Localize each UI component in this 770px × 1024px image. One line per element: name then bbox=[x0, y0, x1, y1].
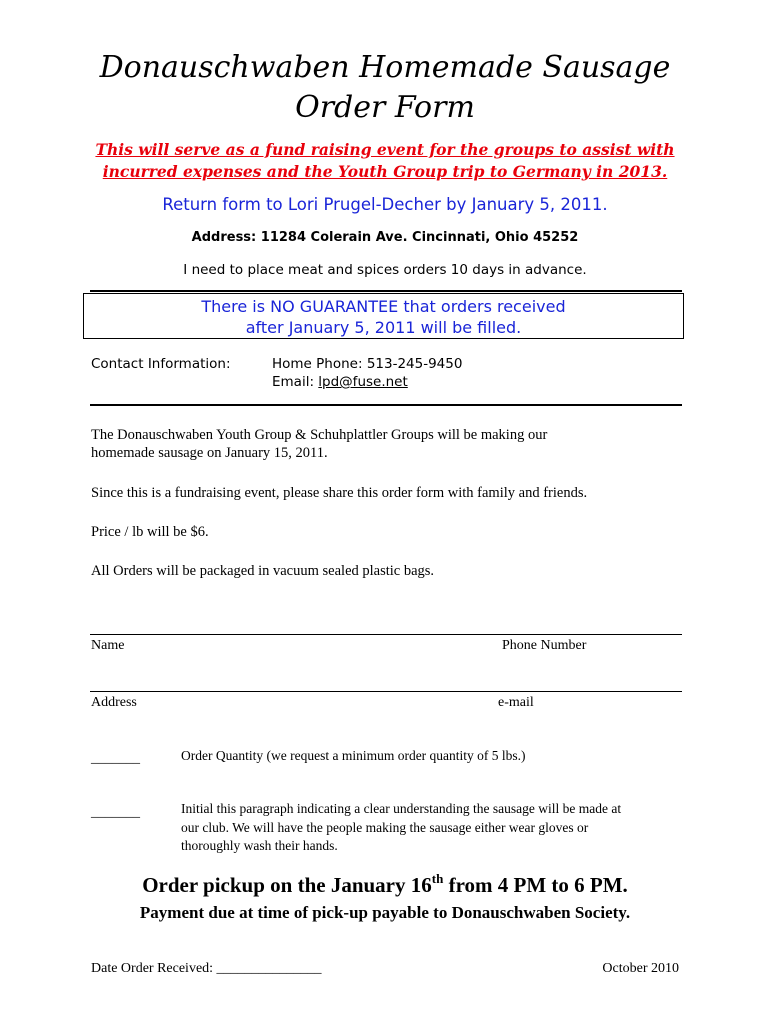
contact-phone: Home Phone: 513-245-9450 bbox=[272, 356, 463, 372]
guarantee-notice-box bbox=[83, 293, 684, 339]
share-paragraph: Since this is a fundraising event, please share this order form with family and friends. bbox=[91, 485, 588, 501]
return-form-instruction: Return form to Lori Prugel-Decher by January 5, 2011. bbox=[162, 195, 608, 214]
pickup-ordinal-suffix: th bbox=[431, 871, 444, 886]
fundraising-note-line2: incurred expenses and the Youth Group trip to Germany in 2013. bbox=[102, 162, 668, 181]
name-phone-line[interactable] bbox=[90, 634, 682, 635]
packaging-paragraph: All Orders will be packaged in vacuum sealed plastic bags. bbox=[91, 563, 435, 579]
contact-details bbox=[272, 355, 462, 391]
phone-number-field-label: Phone Number bbox=[502, 638, 587, 653]
advance-notice: I need to place meat and spices orders 10 days in advance. bbox=[183, 262, 587, 278]
initial-blank[interactable]: _______ bbox=[91, 805, 140, 820]
form-title bbox=[0, 48, 770, 128]
form-title-line1: Donauschwaben Homemade Sausage bbox=[99, 50, 671, 85]
price-paragraph: Price / lb will be $6. bbox=[91, 524, 209, 540]
address-email-line[interactable] bbox=[90, 691, 682, 692]
date-order-received: Date Order Received: _______________ bbox=[91, 961, 322, 976]
quantity-blank[interactable]: _______ bbox=[91, 751, 140, 766]
fundraising-note bbox=[80, 139, 690, 183]
payment-note: Payment due at time of pick-up payable to Donauschwaben Society. bbox=[139, 903, 631, 922]
pickup-text-after: from 4 PM to 6 PM. bbox=[443, 873, 628, 897]
address-field-label: Address bbox=[91, 695, 137, 710]
form-title-line2: Order Form bbox=[295, 90, 475, 125]
email-field-label: e-mail bbox=[498, 695, 534, 710]
contact-label: Contact Information: bbox=[91, 356, 231, 372]
intro-line1: The Donauschwaben Youth Group & Schuhplattler Groups will be making our bbox=[91, 427, 548, 443]
name-field-label: Name bbox=[91, 638, 125, 653]
pickup-text-before: Order pickup on the January 16 bbox=[142, 873, 432, 897]
divider-middle bbox=[90, 404, 682, 406]
guarantee-line2: after January 5, 2011 will be filled. bbox=[245, 318, 522, 337]
form-date: October 2010 bbox=[602, 961, 679, 976]
return-address: Address: 11284 Colerain Ave. Cincinnati, Ohio 45252 bbox=[191, 230, 579, 245]
initial-line3: thoroughly wash their hands. bbox=[181, 838, 338, 853]
intro-paragraph bbox=[91, 426, 691, 462]
fundraising-note-line1: This will serve as a fund raising event for the groups to assist with bbox=[95, 140, 675, 159]
contact-email-label: Email: bbox=[272, 374, 319, 390]
pickup-heading bbox=[0, 870, 770, 900]
contact-email-link[interactable]: lpd@fuse.net bbox=[318, 374, 408, 390]
quantity-instruction: Order Quantity (we request a minimum order quantity of 5 lbs.) bbox=[181, 748, 526, 763]
initial-line1: Initial this paragraph indicating a clear understanding the sausage will be made at bbox=[181, 801, 622, 816]
divider-top bbox=[90, 290, 682, 292]
guarantee-line1: There is NO GUARANTEE that orders received bbox=[201, 297, 566, 316]
initial-line2: our club. We will have the people making the sausage either wear gloves or bbox=[181, 819, 589, 835]
initial-instruction bbox=[181, 800, 681, 856]
contact-email-row bbox=[272, 373, 462, 391]
intro-line2: homemade sausage on January 15, 2011. bbox=[91, 445, 328, 461]
